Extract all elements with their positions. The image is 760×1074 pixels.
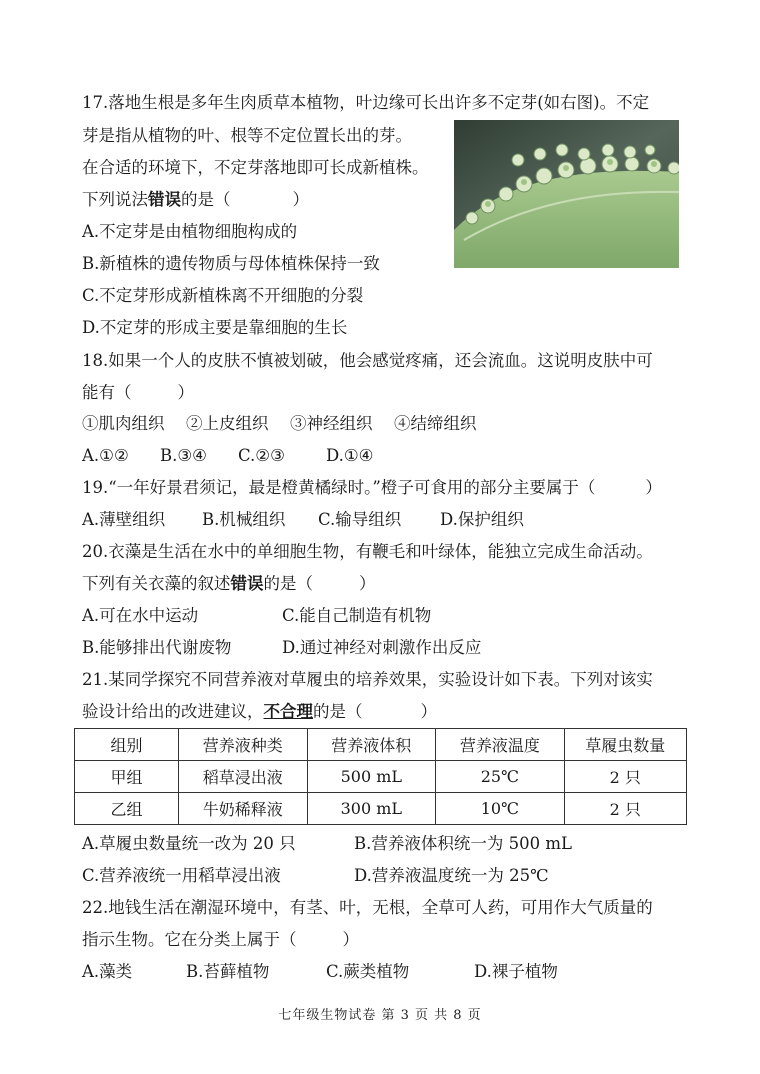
q20-option-b: B.能够排出代谢废物 [82, 638, 232, 657]
q18-option-a: A.①② [82, 446, 129, 465]
q21-option-a: A.草履虫数量统一改为 20 只 [82, 834, 296, 853]
q17-stem-post: 的是（ [181, 190, 231, 209]
q22-line2-pre: 指示生物。它在分类上属于（ [82, 930, 297, 949]
q17-option-c: C.不定芽形成新植株离不开细胞的分裂 [82, 286, 364, 305]
table-header-row [75, 729, 687, 761]
kalanchoe-leaf-photo [454, 120, 679, 268]
q21-options-row1 [82, 834, 572, 854]
q17-stem [82, 190, 309, 210]
q17-line1: 17.落地生根是多年生肉质草本植物，叶边缘可长出许多不定芽(如右图)。不定 [82, 93, 650, 112]
q18-tissue-4: ④结缔组织 [394, 414, 477, 433]
table-header-cell: 营养液温度 [436, 729, 565, 761]
q22-line2 [82, 930, 359, 950]
table-header-cell: 组别 [75, 729, 179, 761]
q18-tissue-2: ②上皮组织 [186, 414, 269, 433]
q21-option-b: B.营养液体积统一为 500 mL [354, 834, 572, 853]
q18-options [82, 446, 373, 466]
q21-stem [82, 702, 437, 722]
q18-tissue-1: ①肌肉组织 [82, 414, 165, 433]
q17-option-a: A.不定芽是由植物细胞构成的 [82, 222, 298, 241]
q22-line1: 22.地钱生活在潮湿环境中，有茎、叶，无根，全草可人药，可用作大气质量的 [82, 898, 653, 917]
q20-paren-close: ） [359, 574, 376, 593]
leaf-illustration [454, 120, 679, 268]
q20-stem-pre: 下列有关衣藻的叙述 [82, 574, 231, 593]
q19-stem [82, 478, 662, 498]
q20-stem-bold: 错误 [230, 574, 264, 593]
q20-line1: 20.衣藻是生活在水中的单细胞生物，有鞭毛和叶绿体，能独立完成生命活动。 [82, 542, 653, 561]
table-cell: 牛奶稀释液 [179, 793, 308, 825]
table-header-cell: 营养液种类 [179, 729, 308, 761]
q22-options [82, 962, 558, 982]
q20-options-row1 [82, 606, 431, 626]
q22-option-a: A.藻类 [82, 962, 133, 981]
q21-line1: 21.某同学探究不同营养液对草履虫的培养效果，实验设计如下表。下列对该实 [82, 670, 653, 689]
q19-option-d: D.保护组织 [440, 510, 524, 529]
q17-stem-pre: 下列说法 [82, 190, 148, 209]
table-cell: 500 mL [307, 761, 436, 793]
q21-options-row2 [82, 866, 549, 886]
q18-tissues [82, 414, 477, 434]
q18-line2 [82, 383, 194, 403]
q21-paren-close: ） [420, 702, 437, 721]
q18-line2-pre: 能有（ [82, 383, 132, 402]
q17-option-b: B.新植株的遗传物质与母体植株保持一致 [82, 254, 380, 273]
q18-paren-close: ） [177, 383, 194, 402]
table-header-cell: 营养液体积 [307, 729, 436, 761]
page-footer: 七年级生物试卷 第 3 页 共 8 页 [278, 1008, 482, 1023]
q17-stem-bold: 错误 [148, 190, 181, 209]
q19-option-a: A.薄壁组织 [82, 510, 166, 529]
q22-option-d: D.裸子植物 [474, 962, 558, 981]
table-cell: 2 只 [564, 793, 686, 825]
experiment-table [74, 728, 687, 825]
q22-paren-close: ） [342, 930, 359, 949]
q17-line3: 在合适的环境下，不定芽落地即可长成新植株。 [82, 158, 429, 177]
q20-stem [82, 574, 376, 594]
q22-option-c: C.蕨类植物 [326, 962, 410, 981]
q18-option-b: B.③④ [160, 446, 207, 465]
q19-options [82, 510, 524, 530]
q21-option-c: C.营养液统一用稻草浸出液 [82, 866, 281, 885]
q19-option-b: B.机械组织 [202, 510, 286, 529]
table-cell: 25℃ [436, 761, 565, 793]
q21-stem-bold: 不合理 [263, 702, 313, 721]
q22-option-b: B.苔藓植物 [186, 962, 270, 981]
table-cell: 2 只 [564, 761, 686, 793]
table-cell: 10℃ [436, 793, 565, 825]
q19-option-c: C.输导组织 [318, 510, 402, 529]
q20-option-c: C.能自己制造有机物 [282, 606, 432, 625]
q18-option-d: D.①④ [326, 446, 374, 465]
table-cell: 300 mL [307, 793, 436, 825]
q18-option-c: C.②③ [238, 446, 285, 465]
q18-tissue-3: ③神经组织 [290, 414, 373, 433]
q20-option-a: A.可在水中运动 [82, 606, 199, 625]
table-cell: 乙组 [75, 793, 179, 825]
q21-stem-pre: 验设计给出的改进建议， [82, 702, 264, 721]
table-header-cell: 草履虫数量 [564, 729, 686, 761]
q18-line1: 18.如果一个人的皮肤不慎被划破，他会感觉疼痛，还会流血。这说明皮肤中可 [82, 351, 653, 370]
q19-paren-close: ） [645, 478, 662, 497]
table-row [75, 793, 687, 825]
q20-option-d: D.通过神经对刺激作出反应 [282, 638, 482, 657]
q20-options-row2 [82, 638, 481, 658]
q21-option-d: D.营养液温度统一为 25℃ [354, 866, 549, 885]
table-cell: 稻草浸出液 [179, 761, 308, 793]
q17-paren-close: ） [292, 190, 309, 209]
q17-option-d: D.不定芽的形成主要是靠细胞的生长 [82, 318, 348, 337]
q21-stem-post: 的是（ [313, 702, 363, 721]
table-row [75, 761, 687, 793]
q17-line2: 芽是指从植物的叶、根等不定位置长出的芽。 [82, 126, 412, 145]
q20-stem-post: 的是（ [263, 574, 313, 593]
table-cell: 甲组 [75, 761, 179, 793]
q19-stem-text: 19.“一年好景君须记，最是橙黄橘绿时。”橙子可食用的部分主要属于（ [82, 478, 596, 497]
